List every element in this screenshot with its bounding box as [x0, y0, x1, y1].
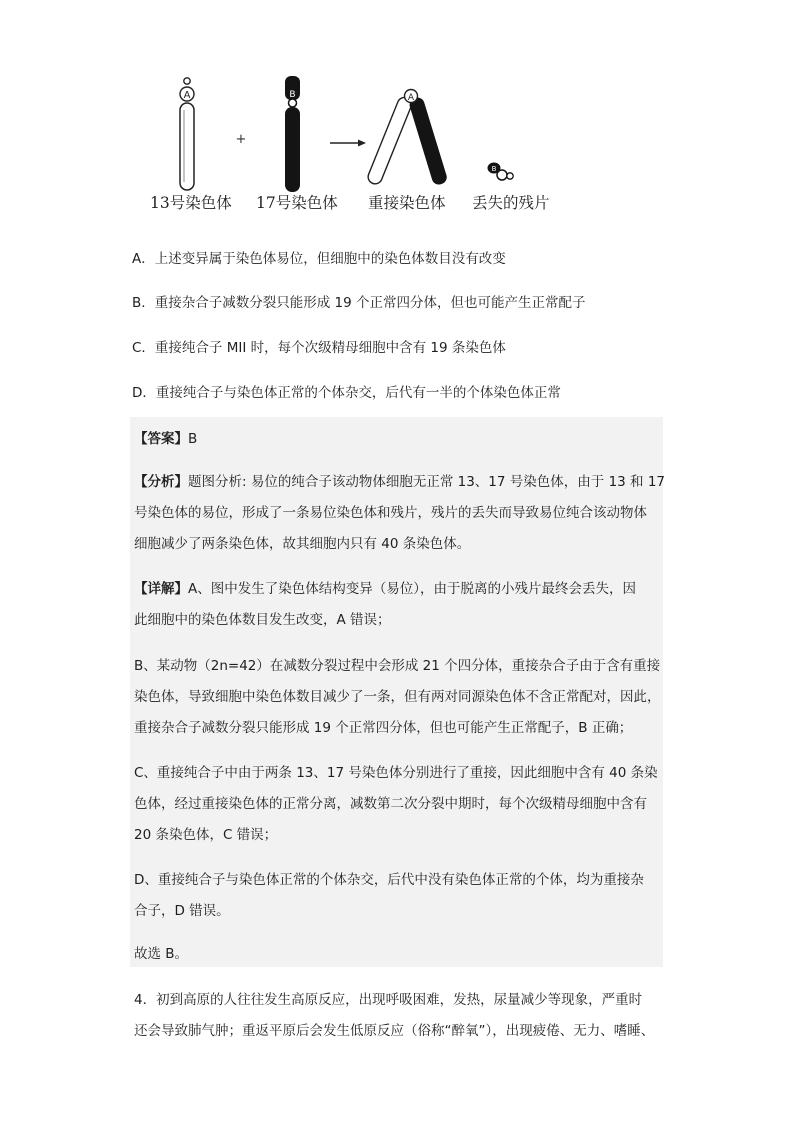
detail-line-c3: 20 条染色体，C 错误； — [134, 827, 278, 843]
question4-line-1: 4．初到高原的人往往发生高原反应，出现呼吸困难，发热，尿量减少等现象，严重时 — [134, 992, 643, 1008]
answer-tag: 【答案】 — [134, 431, 188, 447]
analysis-line-1: 【分析】题图分析: 易位的纯合子该动物体细胞无正常 13、17 号染色体，由于 13 和 17 — [134, 474, 666, 490]
option-a: A．上述变异属于染色体易位，但细胞中的染色体数目没有改变 — [132, 251, 506, 267]
label-b-17: B — [289, 90, 296, 100]
caption-chromosome-17: 17号染色体 — [256, 194, 338, 212]
answer-line — [134, 427, 197, 447]
caption-lost-fragment: 丢失的残片 — [472, 194, 550, 212]
detail-line-d2: 合子，D 错误。 — [134, 903, 230, 919]
question4-line-2: 还会导致肺气肿；重返平原后会发生低原反应（俗称“醉氧”），出现疲倦、无力、嗜睡、 — [134, 1023, 655, 1039]
analysis-line-2: 号染色体的易位，形成了一条易位染色体和残片，残片的丢失而导致易位纯合该动物体 — [134, 505, 647, 521]
arrow-icon — [330, 140, 366, 147]
label-b-fragment: B — [491, 165, 497, 173]
label-a-13: A — [183, 90, 191, 101]
label-a-rejoined: A — [407, 93, 415, 103]
option-d: D．重接纯合子与染色体正常的个体杂交，后代有一半的个体染色体正常 — [132, 385, 561, 401]
detail-line-d1: D、重接纯合子与染色体正常的个体杂交，后代中没有染色体正常的个体，均为重接杂 — [134, 872, 644, 888]
analysis-line-3: 细胞减少了两条染色体，故其细胞内只有 40 条染色体。 — [134, 536, 471, 552]
detail-line-a1: 【详解】A、图中发生了染色体结构变异（易位），由于脱离的小残片最终会丢失，因 — [134, 581, 636, 597]
conclusion-line: 故选 B。 — [134, 946, 189, 962]
lost-fragment — [488, 163, 514, 181]
caption-chromosome-13: 13号染色体 — [150, 194, 232, 212]
detail-line-b3: 重接杂合子减数分裂只能形成 19 个正常四分体，但也可能产生正常配子，B 正确； — [134, 720, 633, 736]
chromosome-13 — [180, 78, 194, 190]
detail-line-b1: B、某动物（2n=42）在减数分裂过程中会形成 21 个四分体，重接杂合子由于含有重接 — [134, 658, 661, 674]
detail-line-c2: 色体，经过重接染色体的正常分离，减数第二次分裂中期时，每个次级精母细胞中含有 — [134, 796, 647, 812]
detail-line-c1: C、重接纯合子中由于两条 13、17 号染色体分别进行了重接，因此细胞中含有 40 条染 — [134, 765, 658, 781]
analysis-tag: 【分析】 — [134, 474, 188, 490]
plus-sign: + — [235, 132, 247, 147]
chromosome-figure — [140, 70, 570, 220]
caption-rejoined: 重接染色体 — [368, 194, 446, 212]
detail-line-a2: 此细胞中的染色体数目发生改变，A 错误； — [134, 612, 391, 628]
answer-value: B — [188, 431, 198, 447]
detail-tag: 【详解】 — [134, 581, 188, 597]
option-c: C．重接纯合子 MII 时，每个次级精母细胞中含有 19 条染色体 — [132, 340, 506, 356]
detail-line-b2: 染色体，导致细胞中染色体数目减少了一条，但有两对同源染色体不含正常配对，因此， — [134, 689, 661, 705]
rejoined-chromosome — [366, 90, 448, 187]
option-b: B．重接杂合子减数分裂只能形成 19 个正常四分体，但也可能产生正常配子 — [132, 295, 586, 311]
chromosome-17 — [285, 76, 300, 192]
